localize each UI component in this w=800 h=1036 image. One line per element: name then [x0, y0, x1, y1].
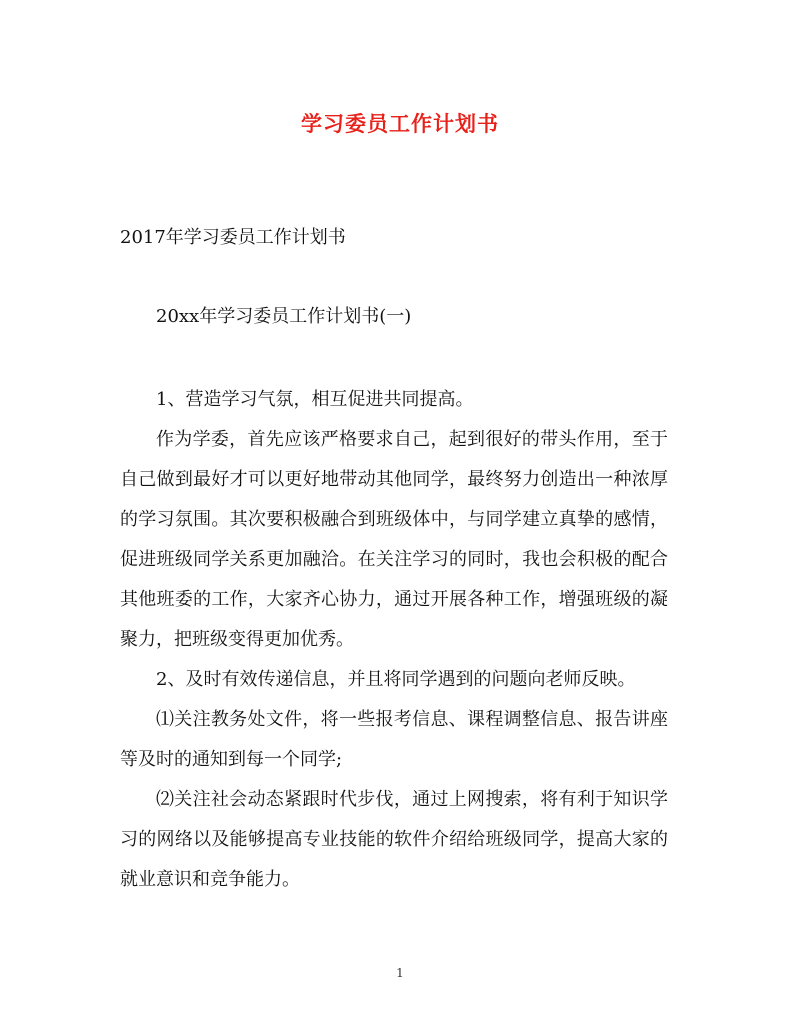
paragraph: 1、营造学习气氛，相互促进共同提高。: [156, 389, 474, 410]
document-title: 学习委员工作计划书: [301, 111, 499, 136]
document-body: [120, 380, 668, 900]
document-subtitle: 2017年学习委员工作计划书: [120, 227, 346, 248]
paragraph: 作为学委，首先应该严格要求自己，起到很好的带头作用，至于自己做到最好才可以更好地带动其他同学，最终努力创造出一种浓厚的学习氛围。其次要积极融合到班级体中，与同学建立真挚的感情，促进班级同学关系更加融洽。在关注学习的同时，我也会积极的配合其他班委的工作，大家齐心协力，通过开展各种工作，增强班级的凝聚力，把班级变得更加优秀。: [120, 429, 668, 650]
paragraph: ⑵关注社会动态紧跟时代步伐，通过上网搜索，将有利于知识学习的网络以及能够提高专业技能的软件介绍给班级同学，提高大家的就业意识和竞争能力。: [120, 789, 668, 890]
page-number: 1: [396, 966, 404, 980]
section-heading: 20xx年学习委员工作计划书(一): [156, 306, 412, 327]
paragraph: 2、及时有效传递信息，并且将同学遇到的问题向老师反映。: [156, 669, 636, 690]
paragraph: ⑴关注教务处文件，将一些报考信息、课程调整信息、报告讲座等及时的通知到每一个同学;: [120, 709, 668, 770]
